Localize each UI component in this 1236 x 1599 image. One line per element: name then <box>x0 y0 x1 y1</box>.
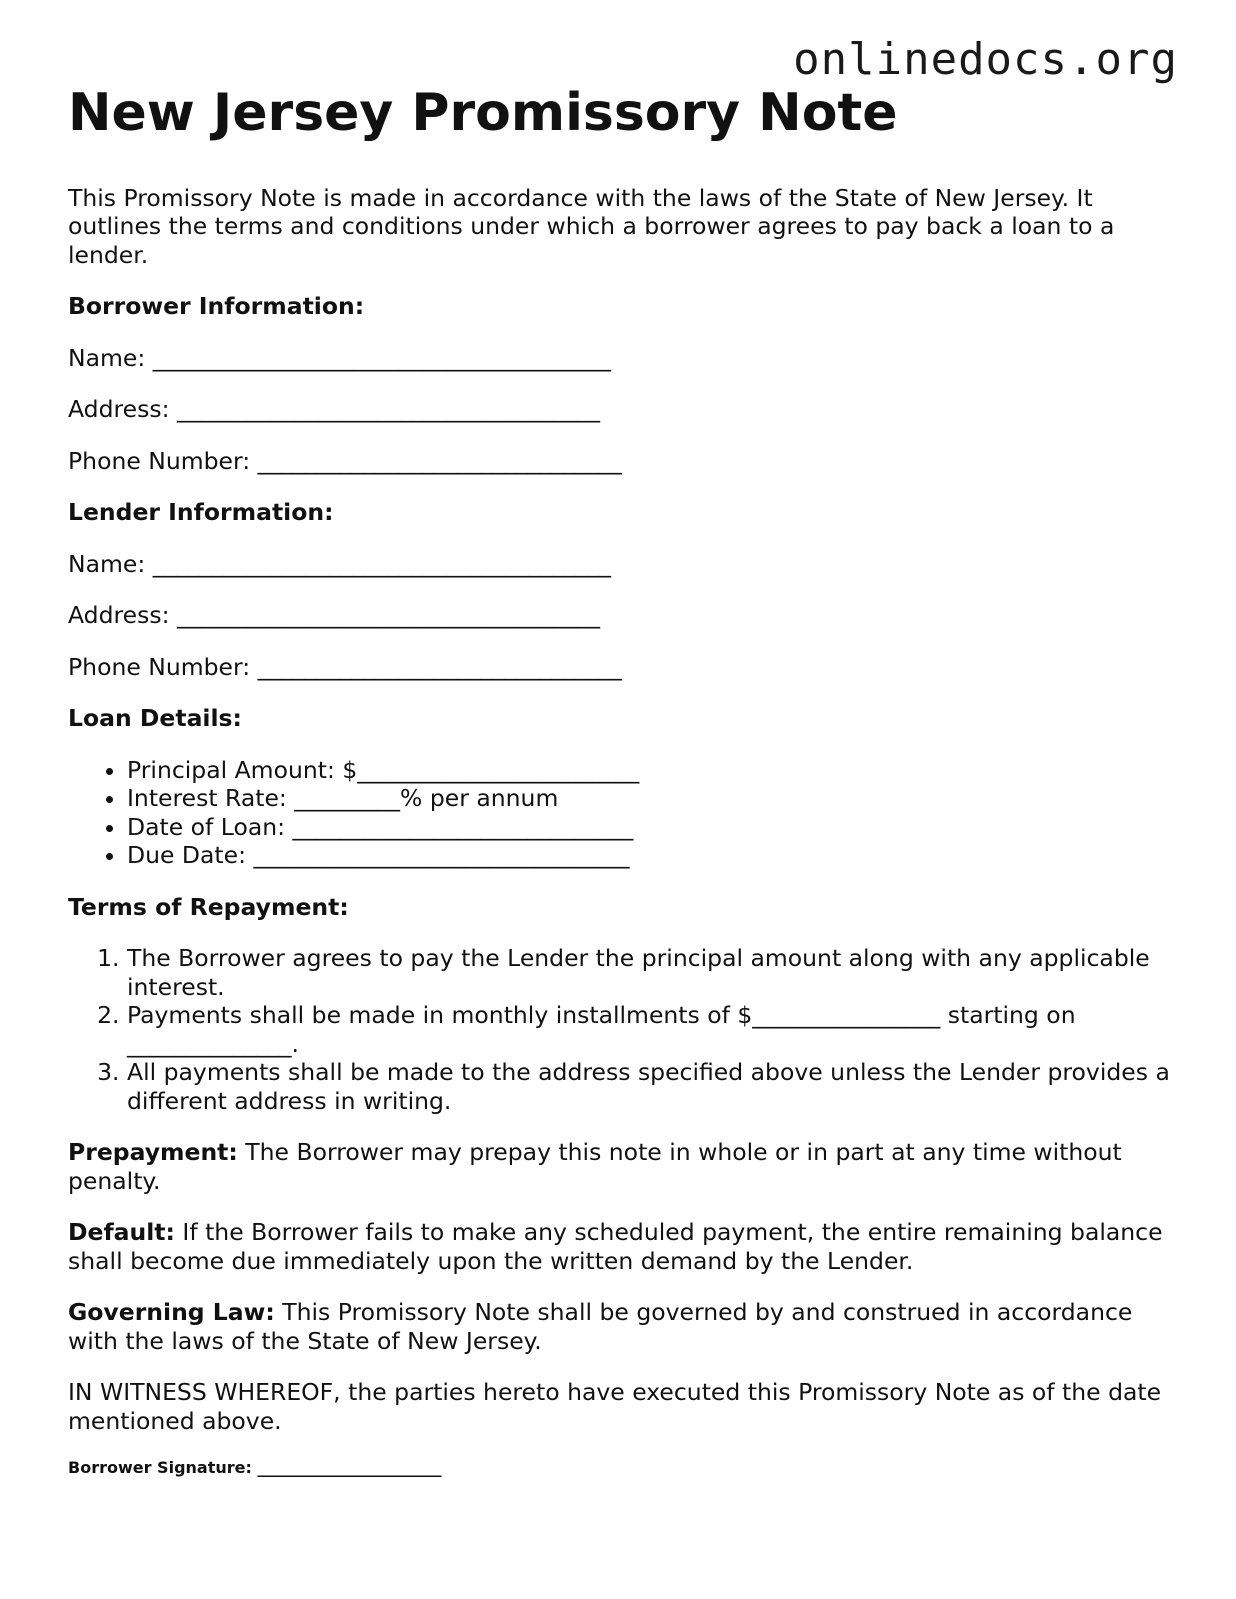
watermark: onlinedocs.org <box>793 34 1178 85</box>
repayment-item: 1. The Borrower agrees to pay the Lender the principal amount along with any applicable interest. <box>127 944 1178 1001</box>
lender-address-field: Address: ____________________________________ <box>68 601 600 630</box>
loan-interest-item: • Interest Rate: _________% per annum <box>127 784 1178 813</box>
lender-name-field: Name: _______________________________________ <box>68 549 611 578</box>
loan-date-item: • Date of Loan: _____________________________ <box>127 813 1178 842</box>
governing-law-label: Governing Law: <box>68 1298 275 1327</box>
repayment-heading: Terms of Repayment: <box>68 892 349 921</box>
intro-paragraph: This Promissory Note is made in accordance with the laws of the State of New Jersey. It outlines the terms and conditions under which a borrower agrees to pay back a loan to a lender. <box>68 183 1115 269</box>
document-title: New Jersey Promissory Note <box>68 83 898 143</box>
default-label: Default: <box>68 1218 175 1247</box>
loan-principal-item: • Principal Amount: $________________________ <box>127 756 1178 785</box>
lender-phone-field: Phone Number: _______________________________ <box>68 652 622 681</box>
borrower-signature-line: Borrower Signature: _______________________ <box>68 1458 442 1478</box>
repayment-item: 2. Payments shall be made in monthly installments of $________________ starting on ______________. <box>127 1001 1178 1058</box>
borrower-name-field: Name: _______________________________________ <box>68 343 611 372</box>
prepayment-label: Prepayment: <box>68 1138 238 1167</box>
default-paragraph <box>68 1218 1178 1275</box>
loan-due-date-item: • Due Date: ________________________________ <box>127 841 1178 870</box>
governing-law-paragraph <box>68 1298 1178 1355</box>
loan-details-heading: Loan Details: <box>68 704 242 733</box>
repayment-item: 3. All payments shall be made to the address specified above unless the Lender provides a different address in writing. <box>127 1058 1178 1115</box>
borrower-heading: Borrower Information: <box>68 292 365 321</box>
witness-paragraph: IN WITNESS WHEREOF, the parties hereto have executed this Promissory Note as of the date mentioned above. <box>68 1378 1162 1435</box>
document-page <box>68 84 1178 1477</box>
loan-details-list <box>68 756 1178 870</box>
prepayment-text: The Borrower may prepay this note in whole or in part at any time without penalty. <box>68 1138 1122 1195</box>
default-text: If the Borrower fails to make any scheduled payment, the entire remaining balance shall become due immediately upon the written demand by the Lender. <box>68 1218 1163 1275</box>
prepayment-paragraph <box>68 1138 1178 1195</box>
lender-heading: Lender Information: <box>68 498 334 527</box>
repayment-list <box>68 944 1178 1115</box>
borrower-phone-field: Phone Number: _______________________________ <box>68 446 622 475</box>
governing-law-text: This Promissory Note shall be governed by and construed in accordance with the laws of the State of New Jersey. <box>68 1298 1133 1355</box>
borrower-address-field: Address: ____________________________________ <box>68 395 600 424</box>
